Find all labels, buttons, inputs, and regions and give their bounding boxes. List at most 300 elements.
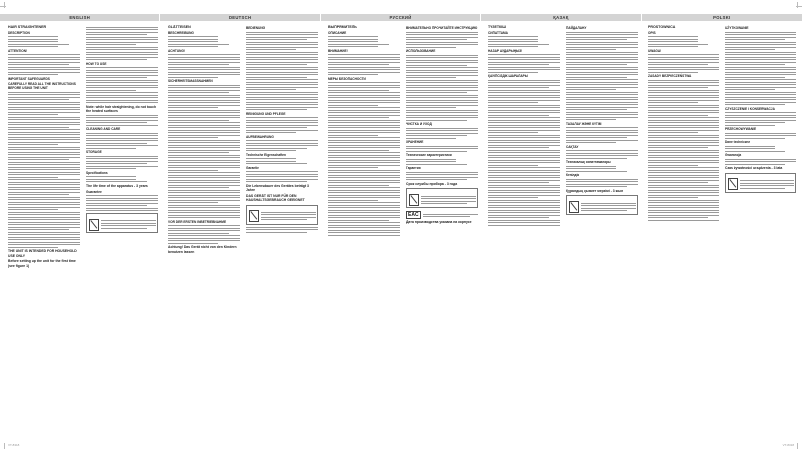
text-line bbox=[566, 181, 638, 182]
section-title: VOR DER ERSTEN INBETRIEBNAHME bbox=[168, 219, 227, 224]
text-line bbox=[406, 37, 478, 38]
text-line bbox=[86, 133, 158, 134]
text-line bbox=[566, 92, 638, 93]
text-line bbox=[725, 92, 796, 93]
section-title: МЕРЫ БЕЗОПАСНОСТИ bbox=[328, 76, 366, 81]
text-line bbox=[488, 67, 560, 68]
text-line bbox=[246, 39, 307, 40]
text-line bbox=[86, 125, 158, 126]
text-line bbox=[648, 197, 698, 198]
text-line bbox=[566, 74, 638, 75]
text-line bbox=[488, 36, 538, 37]
text-line bbox=[648, 39, 698, 40]
text-line bbox=[86, 163, 147, 164]
lifetime-note: Құралдың қызмет мерзімі - 3 жыл bbox=[566, 188, 624, 193]
text-line bbox=[246, 89, 296, 90]
text-line bbox=[406, 151, 467, 152]
text-line bbox=[648, 59, 719, 60]
text-line bbox=[86, 59, 147, 60]
text-line bbox=[246, 97, 318, 98]
text-line bbox=[168, 62, 240, 63]
text-line bbox=[246, 37, 318, 38]
text-line bbox=[566, 142, 616, 143]
section-title: САҚТАУ bbox=[566, 144, 579, 149]
text-line bbox=[261, 217, 316, 218]
text-line bbox=[328, 205, 400, 206]
section-title: ВНИМАНИЕ! bbox=[328, 48, 348, 53]
text-line bbox=[328, 140, 400, 141]
text-line bbox=[406, 39, 467, 40]
text-line bbox=[86, 200, 158, 201]
text-line bbox=[328, 162, 400, 163]
text-line bbox=[8, 92, 80, 93]
text-line bbox=[725, 42, 796, 43]
text-line bbox=[648, 41, 698, 42]
footer-right: VT-8318 bbox=[782, 443, 794, 447]
text-line bbox=[168, 122, 240, 123]
text-line bbox=[168, 217, 240, 218]
text-line bbox=[246, 143, 318, 144]
english-column-left bbox=[8, 25, 80, 435]
text-line bbox=[8, 62, 80, 63]
text-line bbox=[328, 230, 400, 231]
text-line bbox=[168, 100, 240, 101]
text-line bbox=[8, 94, 80, 95]
text-line bbox=[725, 159, 796, 160]
text-line bbox=[246, 158, 296, 159]
text-line bbox=[328, 177, 400, 178]
text-line bbox=[86, 122, 147, 123]
text-line bbox=[168, 225, 240, 226]
text-line bbox=[168, 145, 240, 146]
text-line bbox=[406, 85, 478, 86]
text-line bbox=[328, 87, 400, 88]
text-line bbox=[328, 95, 400, 96]
text-line bbox=[406, 135, 467, 136]
text-line bbox=[246, 32, 318, 33]
text-line bbox=[328, 145, 400, 146]
text-line bbox=[648, 54, 719, 55]
text-line bbox=[328, 227, 400, 228]
first-use-note: Before setting up the unit for the first time (see figure 1) bbox=[8, 259, 76, 268]
text-line bbox=[86, 145, 158, 146]
text-line bbox=[725, 102, 796, 103]
text-line bbox=[86, 29, 158, 30]
text-line bbox=[648, 160, 719, 161]
text-line bbox=[86, 27, 158, 28]
text-line bbox=[86, 47, 158, 48]
text-line bbox=[406, 65, 467, 66]
crop-mark bbox=[796, 6, 802, 7]
weee-bin-icon bbox=[728, 178, 738, 190]
text-line bbox=[648, 135, 719, 136]
text-line bbox=[168, 46, 218, 47]
text-line bbox=[246, 109, 307, 110]
warning-note: Note: while hair straightening, do not touch the heated surfaces bbox=[86, 104, 157, 113]
text-line bbox=[328, 36, 378, 37]
section-title: Dane techniczne bbox=[725, 140, 751, 145]
text-line bbox=[168, 202, 218, 203]
text-line bbox=[246, 227, 318, 228]
text-line bbox=[8, 102, 80, 103]
text-line bbox=[246, 107, 318, 108]
text-line bbox=[566, 79, 638, 80]
text-line bbox=[725, 84, 796, 85]
text-line bbox=[725, 39, 785, 40]
text-line bbox=[168, 155, 240, 156]
text-line bbox=[566, 47, 638, 48]
text-line bbox=[566, 82, 638, 83]
text-line bbox=[328, 46, 378, 47]
text-line bbox=[8, 122, 80, 123]
text-line bbox=[421, 196, 476, 197]
text-line bbox=[246, 87, 318, 88]
text-line bbox=[488, 195, 560, 196]
section-title: СИПАТТАМА bbox=[488, 30, 508, 35]
text-line bbox=[8, 104, 80, 105]
text-line bbox=[406, 112, 478, 113]
text-line bbox=[8, 139, 80, 140]
text-line bbox=[725, 34, 796, 35]
text-line bbox=[488, 137, 560, 138]
text-line bbox=[86, 90, 136, 91]
text-line bbox=[8, 219, 80, 220]
text-line bbox=[406, 117, 478, 118]
text-line bbox=[168, 64, 229, 65]
text-line bbox=[246, 62, 318, 63]
text-line bbox=[566, 62, 638, 63]
text-line bbox=[566, 155, 638, 156]
text-line bbox=[168, 77, 218, 78]
text-line bbox=[246, 69, 318, 70]
text-line bbox=[725, 67, 796, 68]
text-line bbox=[328, 220, 389, 221]
text-line bbox=[246, 79, 318, 80]
text-line bbox=[581, 210, 628, 211]
text-line bbox=[86, 34, 147, 35]
text-line bbox=[488, 200, 560, 201]
text-line bbox=[488, 147, 549, 148]
text-line bbox=[406, 42, 478, 43]
text-line bbox=[246, 161, 296, 162]
text-line bbox=[488, 205, 560, 206]
text-line bbox=[8, 54, 80, 55]
text-line bbox=[566, 39, 627, 40]
lifetime-note: Czas żywotności urządzenia - 3 lata bbox=[725, 166, 783, 171]
text-line bbox=[488, 172, 560, 173]
text-line bbox=[86, 67, 158, 68]
crop-mark bbox=[797, 443, 798, 449]
text-line bbox=[648, 62, 719, 63]
text-line bbox=[406, 115, 478, 116]
crop-mark bbox=[4, 443, 5, 449]
text-line bbox=[8, 167, 80, 168]
text-line bbox=[168, 127, 240, 128]
text-line bbox=[8, 207, 80, 208]
text-line bbox=[488, 215, 560, 216]
text-line bbox=[328, 59, 400, 60]
text-line bbox=[566, 42, 638, 43]
text-line bbox=[8, 157, 80, 158]
text-line bbox=[328, 235, 400, 236]
text-line bbox=[566, 137, 627, 138]
text-line bbox=[648, 132, 698, 133]
text-line bbox=[86, 156, 158, 157]
text-line bbox=[648, 115, 708, 116]
section-title: ИСПОЛЬЗОВАНИЕ bbox=[406, 49, 436, 54]
text-line bbox=[8, 74, 58, 75]
text-line bbox=[86, 95, 158, 96]
text-line bbox=[740, 188, 786, 189]
text-line bbox=[566, 59, 638, 60]
text-line bbox=[246, 99, 318, 100]
text-line bbox=[8, 142, 80, 143]
text-line bbox=[168, 115, 240, 116]
text-line bbox=[406, 77, 456, 78]
text-line bbox=[168, 210, 240, 211]
text-line bbox=[86, 77, 147, 78]
text-line bbox=[86, 97, 158, 98]
text-line bbox=[8, 244, 80, 245]
text-line bbox=[86, 70, 158, 71]
section-title: HOW TO USE bbox=[86, 61, 107, 66]
text-line bbox=[488, 110, 560, 111]
text-line bbox=[566, 186, 627, 187]
text-line bbox=[8, 127, 69, 128]
text-line bbox=[488, 160, 560, 161]
text-line bbox=[168, 132, 240, 133]
section-title: CAREFULLY READ ALL THE INSTRUCTIONS BEFORE USING THE UNIT bbox=[8, 82, 76, 91]
text-line bbox=[566, 89, 616, 90]
text-line bbox=[328, 135, 378, 136]
text-line bbox=[168, 162, 240, 163]
text-line bbox=[86, 143, 147, 144]
text-line bbox=[8, 134, 80, 135]
text-line bbox=[168, 72, 240, 73]
section-title: Гарантия bbox=[406, 166, 421, 171]
text-line bbox=[86, 75, 158, 76]
text-line bbox=[246, 171, 318, 172]
text-line bbox=[566, 57, 638, 58]
text-line bbox=[566, 69, 638, 70]
text-line bbox=[328, 225, 400, 226]
text-line bbox=[168, 185, 240, 186]
text-line bbox=[328, 69, 400, 70]
text-line bbox=[8, 117, 80, 118]
text-line bbox=[328, 125, 400, 126]
text-line bbox=[725, 120, 796, 121]
section-title: UWAGA! bbox=[648, 48, 662, 53]
text-line bbox=[406, 82, 478, 83]
text-line bbox=[406, 110, 478, 111]
text-line bbox=[725, 99, 796, 100]
text-line bbox=[406, 80, 478, 81]
text-line bbox=[566, 135, 638, 136]
text-line bbox=[86, 72, 158, 73]
section-title: ҚАУІПСІЗДІК ШАРАЛАРЫ bbox=[488, 74, 528, 79]
section-title: Technische Eigenschaften bbox=[246, 152, 286, 157]
text-line bbox=[328, 130, 400, 131]
text-line bbox=[421, 203, 468, 204]
text-line bbox=[648, 217, 708, 218]
text-line bbox=[648, 125, 719, 126]
text-line bbox=[648, 72, 698, 73]
text-line bbox=[725, 77, 785, 78]
text-line bbox=[488, 157, 560, 158]
text-line bbox=[246, 163, 307, 164]
text-line bbox=[8, 44, 69, 45]
text-line bbox=[8, 199, 80, 200]
text-line bbox=[488, 192, 560, 193]
text-line bbox=[8, 129, 80, 130]
text-line bbox=[8, 202, 80, 203]
text-line bbox=[86, 82, 158, 83]
text-line bbox=[246, 127, 307, 128]
text-line bbox=[581, 208, 636, 209]
text-line bbox=[648, 215, 719, 216]
text-line bbox=[488, 80, 560, 81]
text-line bbox=[648, 155, 719, 156]
text-line bbox=[488, 105, 560, 106]
text-line bbox=[725, 164, 785, 165]
text-line bbox=[8, 109, 80, 110]
text-line bbox=[406, 55, 478, 56]
text-line bbox=[168, 212, 240, 213]
text-line bbox=[86, 203, 158, 204]
text-line bbox=[246, 77, 307, 78]
text-line bbox=[406, 107, 456, 108]
text-line bbox=[488, 152, 560, 153]
text-line bbox=[8, 114, 58, 115]
text-line bbox=[8, 209, 58, 210]
text-line bbox=[246, 125, 318, 126]
text-line bbox=[566, 132, 638, 133]
section-title: ВНИМАТЕЛЬНО ПРОЧИТАЙТЕ ИНСТРУКЦИЮ bbox=[406, 26, 478, 31]
text-line bbox=[406, 44, 478, 45]
text-line bbox=[8, 174, 80, 175]
text-line bbox=[566, 84, 638, 85]
text-line bbox=[725, 57, 796, 58]
text-line bbox=[8, 132, 80, 133]
text-line bbox=[648, 36, 698, 37]
text-line bbox=[488, 64, 549, 65]
text-line bbox=[328, 170, 400, 171]
text-line bbox=[101, 223, 156, 224]
text-line bbox=[648, 102, 698, 103]
text-line bbox=[328, 192, 400, 193]
text-line bbox=[421, 198, 476, 199]
text-line bbox=[648, 157, 719, 158]
crop-mark bbox=[797, 2, 798, 8]
text-line bbox=[648, 117, 719, 118]
footer-left: VT-8318 bbox=[8, 443, 20, 447]
text-line bbox=[8, 227, 80, 228]
text-line bbox=[168, 74, 240, 75]
disposal-info-box bbox=[725, 173, 796, 193]
text-line bbox=[8, 41, 58, 42]
text-line bbox=[8, 187, 80, 188]
section-title: CLEANING AND CARE bbox=[86, 127, 121, 132]
text-line bbox=[86, 32, 158, 33]
text-line bbox=[423, 214, 478, 215]
text-line bbox=[246, 122, 318, 123]
text-line bbox=[86, 195, 158, 196]
text-line bbox=[725, 74, 796, 75]
lifetime-note: Срок службы прибора - 3 года bbox=[406, 181, 458, 186]
section-title: BESCHREIBUNG bbox=[168, 30, 194, 35]
text-line bbox=[581, 205, 636, 206]
text-line bbox=[168, 195, 240, 196]
text-line bbox=[8, 137, 80, 138]
text-line bbox=[246, 49, 296, 50]
text-line bbox=[725, 115, 796, 116]
text-line bbox=[168, 167, 240, 168]
text-line bbox=[86, 44, 136, 45]
text-line bbox=[488, 117, 560, 118]
text-line bbox=[648, 170, 719, 171]
section-title: IMPORTANT SAFEGUARDS bbox=[8, 76, 50, 81]
text-line bbox=[86, 168, 136, 169]
text-line bbox=[725, 151, 785, 152]
text-line bbox=[740, 180, 794, 181]
text-line bbox=[566, 184, 638, 185]
text-line bbox=[86, 208, 158, 209]
section-title: ОПИСАНИЕ bbox=[328, 30, 347, 35]
text-line bbox=[406, 57, 478, 58]
text-line bbox=[488, 142, 560, 143]
text-line bbox=[8, 97, 80, 98]
text-line bbox=[406, 62, 478, 63]
text-line bbox=[328, 155, 400, 156]
text-line bbox=[488, 132, 538, 133]
text-line bbox=[488, 127, 560, 128]
text-line bbox=[246, 104, 318, 105]
lang-kazakh: ҚАЗАҚ bbox=[480, 14, 640, 21]
text-line bbox=[86, 140, 158, 141]
kazakh-heading: ТҮЗЕТКІШ bbox=[488, 25, 506, 29]
text-line bbox=[566, 109, 627, 110]
text-line bbox=[488, 120, 560, 121]
text-line bbox=[488, 140, 560, 141]
text-line bbox=[406, 164, 467, 165]
text-line bbox=[328, 39, 378, 40]
section-title: OPIS bbox=[648, 30, 656, 35]
text-line bbox=[246, 57, 318, 58]
text-line bbox=[566, 64, 627, 65]
text-line bbox=[488, 44, 549, 45]
text-line bbox=[328, 215, 400, 216]
text-line bbox=[740, 183, 794, 184]
text-line bbox=[168, 44, 229, 45]
text-line bbox=[648, 200, 719, 201]
text-line bbox=[168, 230, 240, 231]
kazakh-column-right bbox=[566, 25, 638, 435]
section-title: ЧИСТКА И УХОД bbox=[406, 122, 432, 127]
text-line bbox=[8, 147, 80, 148]
text-line bbox=[86, 210, 158, 211]
text-line bbox=[168, 39, 218, 40]
section-title: Specifications bbox=[86, 170, 108, 175]
text-line bbox=[168, 238, 240, 239]
text-line bbox=[725, 138, 785, 139]
text-line bbox=[648, 210, 719, 211]
text-line bbox=[328, 44, 389, 45]
text-line bbox=[488, 167, 560, 168]
weee-bin-icon bbox=[569, 201, 579, 213]
text-line bbox=[328, 157, 400, 158]
text-line bbox=[406, 161, 456, 162]
text-line bbox=[168, 170, 218, 171]
